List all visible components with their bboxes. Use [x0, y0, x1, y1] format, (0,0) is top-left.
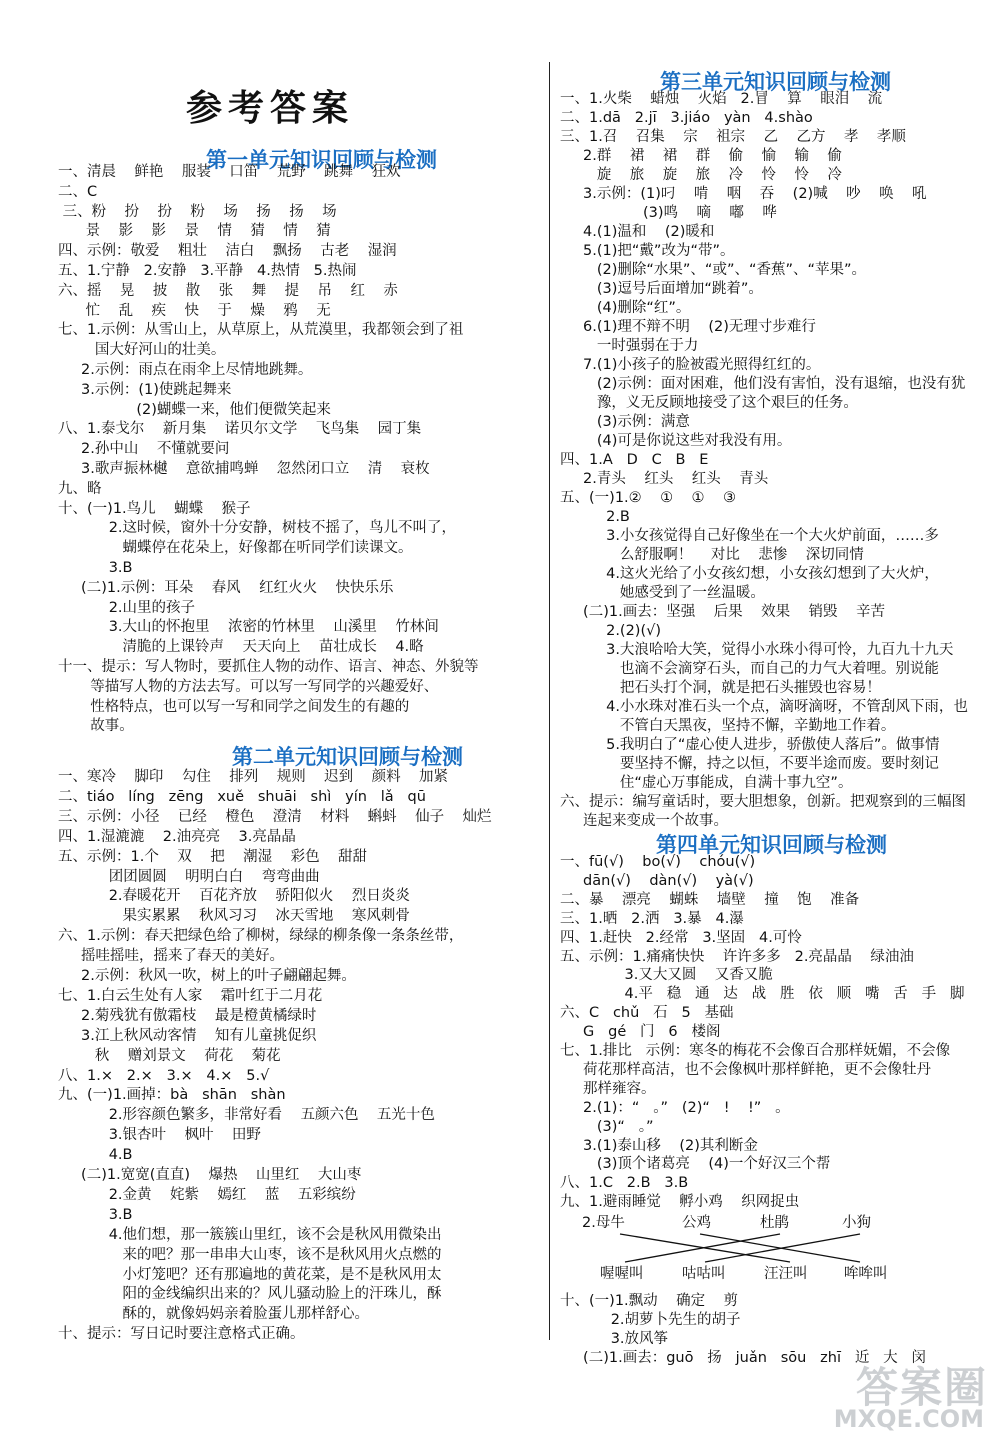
answer-line: 不管白天黑夜，坚持不懈，辛勤地工作着。 [560, 718, 896, 734]
answer-line: (4)可是你说这些对我没有用。 [560, 433, 792, 449]
page-title: 参考答案 [185, 87, 354, 129]
answer-line: 3.B [58, 1206, 133, 1223]
answer-line: (二)1.示例：耳朵 春风 红红火火 快快乐乐 [58, 579, 394, 596]
answer-line: 3.又大又圆 又香又脆 [560, 967, 773, 984]
answer-line: 国大好河山的壮美。 [58, 342, 226, 359]
answer-line: 四、1.A D C B E [560, 452, 709, 468]
answer-line: 阳的金线编织出来的？风儿骚动脸上的汗珠儿，酥 [58, 1286, 442, 1303]
answer-line: 3.示例：(1)使跳起舞来 [58, 381, 232, 398]
answer-line: 六、C chǔ 石 5 基础 [560, 1005, 734, 1022]
answer-line: 3.放风筝 [560, 1331, 669, 1347]
answer-line: 忙 乱 疾 快 于 燥 鸦 无 [58, 302, 331, 319]
unit1-heading: 第一单元知识回顾与检测 [206, 148, 437, 172]
answer-line: 小灯笼吧？还有那遍地的黄花菜，是不是秋风用太 [58, 1266, 442, 1283]
answer-line: (3)鸣 嘀 嘟 哗 [560, 205, 777, 221]
answer-line: 豫，义无反顾地接受了这个艰巨的任务。 [560, 395, 858, 411]
answer-line: 连起来变成一个故事。 [560, 813, 729, 829]
answer-line: (二)1.宽宽(直直) 爆热 山里红 大山枣 [58, 1167, 362, 1183]
answer-line: 3.示例：(1)叼 啃 咽 吞 (2)喊 吵 唤 吼 [560, 186, 927, 202]
answer-line: 等描写人物的方法去写。可以写一写同学的兴趣爱好、 [58, 678, 439, 695]
answer-line: 五、示例：1.个 双 把 潮湿 彩色 甜甜 [58, 848, 368, 865]
answer-line: 3.B [58, 560, 133, 576]
answer-line: (二)1.画去：guō 扬 juǎn sōu zhī 近 大 闵 [560, 1350, 926, 1366]
answer-line: 2.金黄 姹紫 嫣红 蓝 五彩缤纷 [58, 1186, 356, 1203]
answer-line: 2.(1)：“ 。” (2)“ ! !” 。 [560, 1099, 790, 1116]
answer-line: (3)顶个诸葛亮 (4)一个好汉三个帮 [560, 1156, 831, 1173]
answer-line: 她感受到了一丝温暖。 [560, 585, 765, 601]
answer-line: 八、1.泰戈尔 新月集 诺贝尔文学 飞鸟集 园丁集 [58, 421, 422, 438]
answer-line: 三、示例：小径 已经 橙色 澄清 材料 蝌蚪 仙子 灿烂 [58, 808, 492, 825]
answer-line: 八、1.× 2.× 3.× 4.× 5.√ [58, 1067, 270, 1084]
match-bottom-item: 汪汪叫 [764, 1266, 808, 1282]
answer-line: 也滴不会滴穿石头，而自己的力气大着哩。别说能 [560, 661, 939, 677]
answer-line: (2)蝴蝶一来，他们便微笑起来 [58, 401, 331, 418]
match-bottom-item: 喔喔叫 [600, 1266, 644, 1282]
answer-line: 十、提示：写日记时要注意格式正确。 [58, 1326, 305, 1343]
answer-line: 九、(一)1.画掉：bà shān shàn [58, 1087, 286, 1104]
answer-line: 2.这时候，窗外十分安静，树枝不摇了，鸟儿不叫了， [58, 520, 457, 537]
answer-line: 5.(1)把“戴”改为“带”。 [560, 243, 735, 259]
match-bottom-item: 哞哞叫 [844, 1266, 888, 1282]
answer-line: 二、1.dā 2.jī 3.jiáo yàn 4.shào [560, 110, 813, 126]
match-top-item: 杜鹃 [760, 1215, 789, 1231]
answer-line: (二)1.画去：坚强 后果 效果 销毁 辛苦 [560, 604, 885, 620]
answer-line: 二、暴 漂亮 蝴蛛 墙壁 撞 饱 准备 [560, 891, 860, 908]
answer-line: 2.(2)(√) [560, 623, 662, 639]
answer-line: 七、1.示例：从雪山上，从草原上，从荒漠里，我都领会到了祖 [58, 322, 464, 339]
answer-line: 六、提示：编写童话时，要大胆想象，创新。把观察到的三幅图 [560, 794, 966, 810]
match-lines [560, 0, 990, 1443]
answer-line: 十一、提示：写人物时，要抓住人物的动作、语言、神态、外貌等 [58, 659, 479, 675]
answer-line: 秋 赠刘景文 荷花 菊花 [58, 1047, 281, 1064]
answer-line: 二、tiáo líng zēng xuě shuāi shì yín lǎ qū [58, 788, 426, 805]
answer-line: 2.青头 红头 红头 青头 [560, 471, 769, 487]
answer-line: 把石头打个洞，就是把石头摧毁也容易！ [560, 680, 881, 696]
answer-line: 4.(1)温和 (2)暖和 [560, 224, 715, 240]
answer-line: 果实累累 秋风习习 冰天雪地 寒风刺骨 [58, 908, 410, 925]
answer-line: 4.小水珠对准石头一个点，滴呀滴呀，不管刮风下雨，也 [560, 699, 968, 715]
answer-line: 4.B [58, 1147, 133, 1164]
answer-line: 五、示例：1.痛痛快快 许许多多 2.亮晶晶 绿油油 [560, 948, 914, 965]
answer-line: 旋 旅 旋 旅 冷 怜 怜 冷 [560, 167, 842, 183]
answer-line: 4.他们想，那一簇簇山里红，该不会是秋风用微染出 [58, 1226, 442, 1243]
answer-line: (2)删除“水果”、“或”、“香蕉”、“苹果”。 [560, 262, 867, 278]
answer-line: 3.江上秋风动客情 知有儿童挑促织 [58, 1027, 317, 1044]
answer-line: 3.小女孩觉得自己好像坐在一个大火炉前面，……多 [560, 528, 939, 544]
answer-line: (4)删除“红”。 [560, 300, 691, 316]
answer-line: 九、略 [58, 480, 102, 497]
answer-line: 七、1.排比 示例：寒冬的梅花不会像百合那样妩媚，不会像 [560, 1043, 951, 1059]
answer-line: 酥的，就像妈妈亲着脸蛋儿那样舒心。 [58, 1306, 370, 1323]
answer-line: 3.(1)泰山移 (2)其利断金 [560, 1137, 758, 1154]
answer-line: (2)示例：面对困难，他们没有害怕，没有退缩，也没有犹 [560, 376, 966, 392]
unit3-heading: 第三单元知识回顾与检测 [660, 70, 891, 94]
answer-line: 三、1.召 召集 宗 祖宗 乙 乙方 孝 孝顺 [560, 129, 906, 145]
answer-line: 五、(一)1.② ① ① ③ [560, 490, 736, 506]
match-bottom-item: 咕咕叫 [682, 1266, 726, 1282]
answer-line: 3.歌声振林樾 意欲捕鸣蝉 忽然闭口立 清 衰枚 [58, 461, 430, 477]
answer-line: 么舒服啊！ 对比 悲惨 深切同情 [560, 547, 864, 563]
answer-line: 十、(一)1.飘动 确定 剪 [560, 1293, 739, 1309]
answer-line: 性格特点，也可以写一写和同学之间发生的有趣的 [58, 698, 410, 715]
answer-line: 故事。 [58, 718, 134, 735]
answer-line: (3)“ 。” [560, 1118, 654, 1135]
match-top-item: 2.母牛 [582, 1215, 625, 1231]
unit2-heading: 第二单元知识回顾与检测 [232, 745, 463, 769]
answer-line: 2.形容颜色繁多，非常好看 五颜六色 五光十色 [58, 1107, 435, 1124]
answer-line: 2.示例：雨点在雨伞上尽情地跳舞。 [58, 362, 313, 378]
unit4-heading: 第四单元知识回顾与检测 [656, 833, 887, 857]
match-top-item: 公鸡 [682, 1215, 711, 1231]
answer-line: 4.这火光给了小女孩幻想，小女孩幻想到了大火炉， [560, 566, 939, 582]
answer-line: 5.我明白了“虚心使人进步，骄傲使人落后”。做事情 [560, 737, 940, 753]
answer-line: 一时强弱在于力 [560, 338, 699, 354]
answer-line: 一、fū(√) bo(√) chóu(√) [560, 854, 756, 870]
answer-line: 九、1.避雨睡觉 孵小鸡 织网捉虫 [560, 1194, 800, 1211]
answer-line: 团团圆圆 明明白白 弯弯曲曲 [58, 868, 320, 885]
answer-line: dān(√) dàn(√) yà(√) [560, 872, 754, 889]
answer-line: 2.B [560, 509, 630, 525]
answer-line: 一、1.火柴 蜡烛 火焰 2.冒 算 眼泪 流 [560, 91, 883, 107]
answer-line: (3)逗号后面增加“跳着”。 [560, 281, 763, 297]
answer-line: 7.(1)小孩子的脸被霞光照得红红的。 [560, 357, 821, 373]
column-divider [549, 62, 550, 1340]
answer-line: 2.群 裙 裙 群 偷 愉 输 偷 [560, 148, 842, 164]
answer-line: 四、1.赶快 2.经常 3.坚固 4.可怜 [560, 929, 802, 946]
answer-line: 那样雍容。 [560, 1080, 656, 1097]
answer-line: 摇哇摇哇，摇来了春天的美好。 [58, 948, 285, 965]
answer-line: 四、示例：敬爱 粗壮 洁白 飘扬 古老 湿润 [58, 243, 397, 260]
answer-line: 2.孙中山 不懂就要问 [58, 441, 230, 458]
answer-line: 蝴蝶停在花朵上，好像都在听同学们读课文。 [58, 540, 413, 557]
answer-line: 三、粉 扮 扮 粉 场 扬 扬 场 [58, 203, 337, 220]
answer-line: 4.平 稳 通 达 战 胜 依 顺 嘴 舌 手 脚 [560, 986, 965, 1003]
answer-line: 2.山里的孩子 [58, 599, 196, 616]
answer-line: 来的吧？那一串串大山枣，该不是秋风用火点燃的 [58, 1246, 442, 1263]
answer-line: 2.胡萝卜先生的胡子 [560, 1312, 741, 1328]
watermark-logo: 答案圈 MXQE.COM [833, 1363, 988, 1433]
answer-line: 六、摇 晃 披 散 张 舞 提 吊 红 赤 [58, 282, 398, 299]
answer-line: G gé 门 6 楼阁 [560, 1024, 721, 1041]
answer-line: 一、清晨 鲜艳 服装 口笛 荒野 跳舞 狂欢 [58, 164, 401, 180]
answer-line: 八、1.C 2.B 3.B [560, 1175, 689, 1192]
answer-line: 一、寒冷 脚印 勾住 排列 规则 迟到 颜料 加紧 [58, 769, 449, 785]
match-top-item: 小狗 [842, 1215, 871, 1231]
answer-line: 3.银杏叶 枫叶 田野 [58, 1127, 261, 1144]
answer-line: 3.大浪哈哈大笑，觉得小水珠小得可怜，九百九十九天 [560, 642, 954, 658]
answer-line: 2.示例：秋风一吹，树上的叶子翩翩起舞。 [58, 968, 356, 984]
answer-line: 3.大山的怀抱里 浓密的竹林里 山溪里 竹林间 [58, 619, 439, 636]
answer-line: 六、1.示例：春天把绿色给了柳树，绿绿的柳条像一条条丝带， [58, 928, 464, 945]
answer-line: 七、1.白云生处有人家 霜叶红于二月花 [58, 987, 323, 1004]
answer-line: 要坚持不懈，持之以恒，不要半途而废。要时刻记 [560, 756, 939, 772]
answer-line: 清脆的上课铃声 天天向上 苗壮成长 4.略 [58, 639, 424, 656]
answer-line: 二、C [58, 183, 98, 200]
answer-line: 荷花那样高洁，也不会像枫叶那样鲜艳，更不会像牡丹 [560, 1061, 932, 1078]
answer-line: 景 影 影 景 情 猜 情 猜 [58, 223, 331, 240]
answer-line: 三、1.晒 2.洒 3.暴 4.瀑 [560, 910, 744, 927]
answer-line: 2.菊残犹有傲霜枝 最是橙黄橘绿时 [58, 1007, 317, 1024]
answer-line: 十、(一)1.鸟儿 蝴蝶 猴子 [58, 500, 251, 517]
answer-line: 6.(1)理不辩不明 (2)无理寸步难行 [560, 319, 816, 335]
answer-line: 2.春暖花开 百花齐放 骄阳似火 烈日炎炎 [58, 888, 410, 905]
answer-line: 住“虚心万事能成，自满十事九空”。 [560, 775, 853, 791]
answer-line: 四、1.湿漉漉 2.油亮亮 3.亮晶晶 [58, 828, 296, 845]
answer-line: (3)示例：满意 [560, 414, 690, 430]
answer-line: 五、1.宁静 2.安静 3.平静 4.热情 5.热闹 [58, 263, 357, 279]
